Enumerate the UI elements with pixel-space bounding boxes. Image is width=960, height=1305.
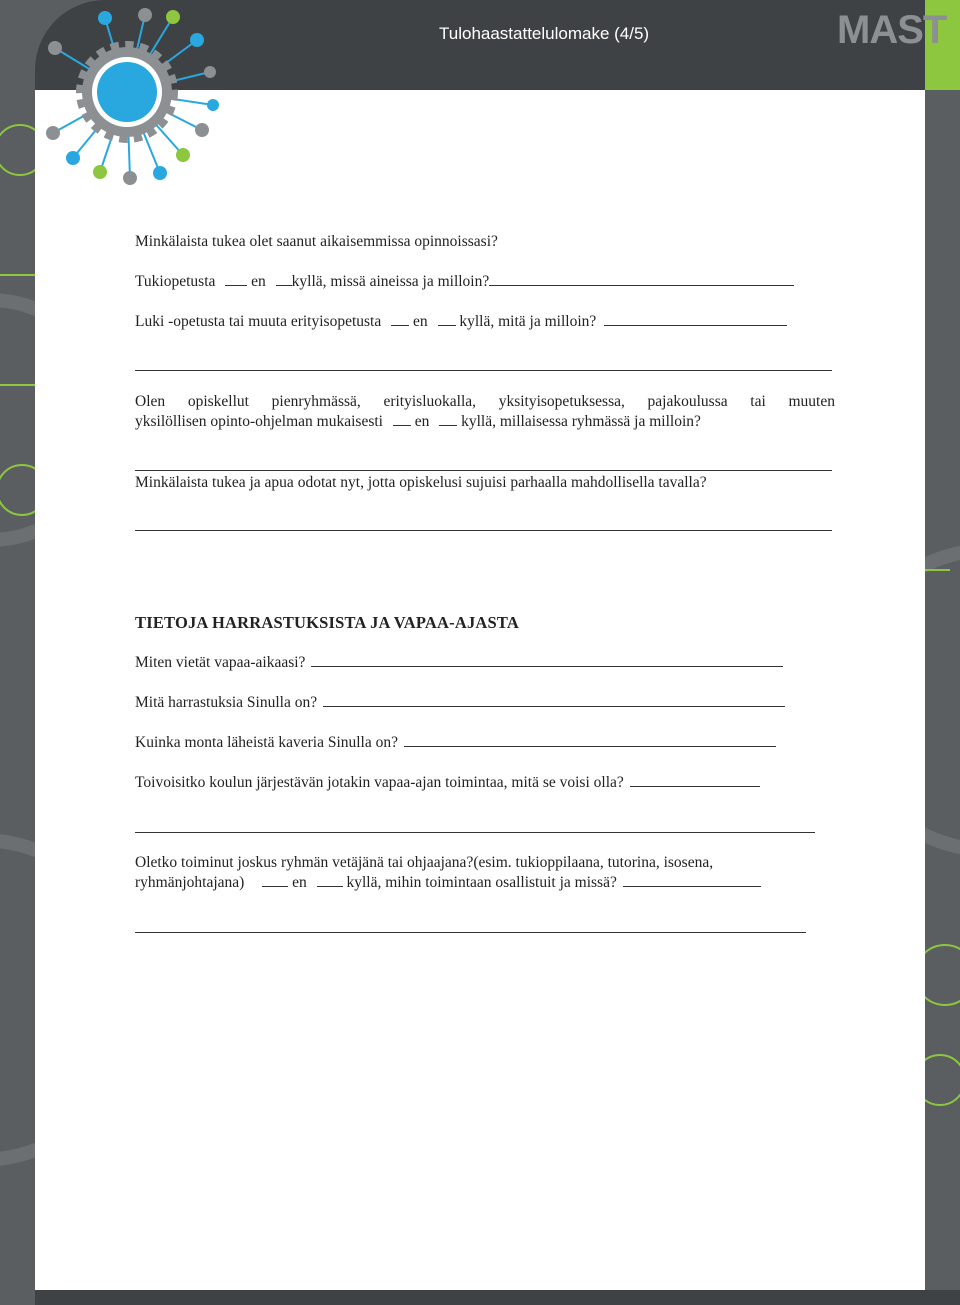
section-heading-hobbies: TIETOJA HARRASTUKSISTA JA VAPAA-AJASTA: [135, 613, 519, 632]
blank-yes-field[interactable]: [438, 312, 456, 326]
answer-field-free-time[interactable]: [311, 653, 783, 667]
question-close-friends: Kuinka monta läheistä kaveria Sinulla on?: [135, 733, 776, 753]
answer-field-leisure-activities[interactable]: [630, 773, 760, 787]
answer-field-close-friends[interactable]: [404, 733, 776, 747]
question-group-leader-line2: ryhmänjohtajana) en kyllä, mihin toimintaan osallistuit ja missä?: [135, 873, 761, 893]
question-group-leader: Oletko toiminut joskus ryhmän vetäjänä tai ohjaajana?(esim. tukioppilaana, tutorina, isosena,: [135, 854, 714, 871]
blank-yes-field[interactable]: [317, 873, 343, 887]
blank-no-field[interactable]: [391, 312, 409, 326]
question-small-group: Olen opiskellut pienryhmässä, erityisluokalla, yksityisopetuksessa, pajakoulussa tai muuten: [135, 393, 835, 410]
blank-no-field[interactable]: [225, 272, 247, 286]
answer-line[interactable]: [135, 370, 832, 371]
answer-field-remedial-subjects[interactable]: [489, 272, 794, 286]
question-remedial-teaching: Tukiopetusta en kyllä, missä aineissa ja milloin?: [135, 272, 794, 292]
question-expected-support: Minkälaista tukea ja apua odotat nyt, jotta opiskelusi sujuisi parhaalla mahdollisella tavalla?: [135, 474, 707, 491]
answer-line[interactable]: [135, 470, 832, 471]
question-hobbies: Mitä harrastuksia Sinulla on?: [135, 693, 785, 713]
answer-line[interactable]: [135, 530, 832, 531]
answer-field-leader-activity[interactable]: [623, 873, 761, 887]
blank-no-field[interactable]: [393, 412, 411, 426]
answer-field-hobbies[interactable]: [323, 693, 785, 707]
answer-field-special-education[interactable]: [604, 312, 787, 326]
gear-logo-icon: [35, 0, 225, 195]
blank-no-field[interactable]: [262, 873, 288, 887]
question-prior-support: Minkälaista tukea olet saanut aikaisemmissa opinnoissasi?: [135, 233, 498, 250]
question-leisure-activities: Toivoisitko koulun järjestävän jotakin vapaa-ajan toimintaa, mitä se voisi olla?: [135, 773, 760, 793]
question-small-group-line2: yksilöllisen opinto-ohjelman mukaisesti en kyllä, millaisessa ryhmässä ja milloin?: [135, 413, 701, 430]
form-page: [35, 90, 925, 1290]
question-special-education: Luki -opetusta tai muuta erityisopetusta en kyllä, mitä ja milloin?: [135, 312, 787, 332]
blank-yes-field[interactable]: [439, 412, 457, 426]
blank-yes-field[interactable]: [276, 272, 292, 286]
form-title: Tulohaastattelulomake (4/5): [439, 24, 650, 43]
answer-line[interactable]: [135, 832, 815, 833]
brand-logo-text: MAST: [837, 8, 947, 52]
answer-line[interactable]: [135, 932, 806, 933]
question-free-time: Miten vietät vapaa-aikaasi?: [135, 653, 783, 673]
